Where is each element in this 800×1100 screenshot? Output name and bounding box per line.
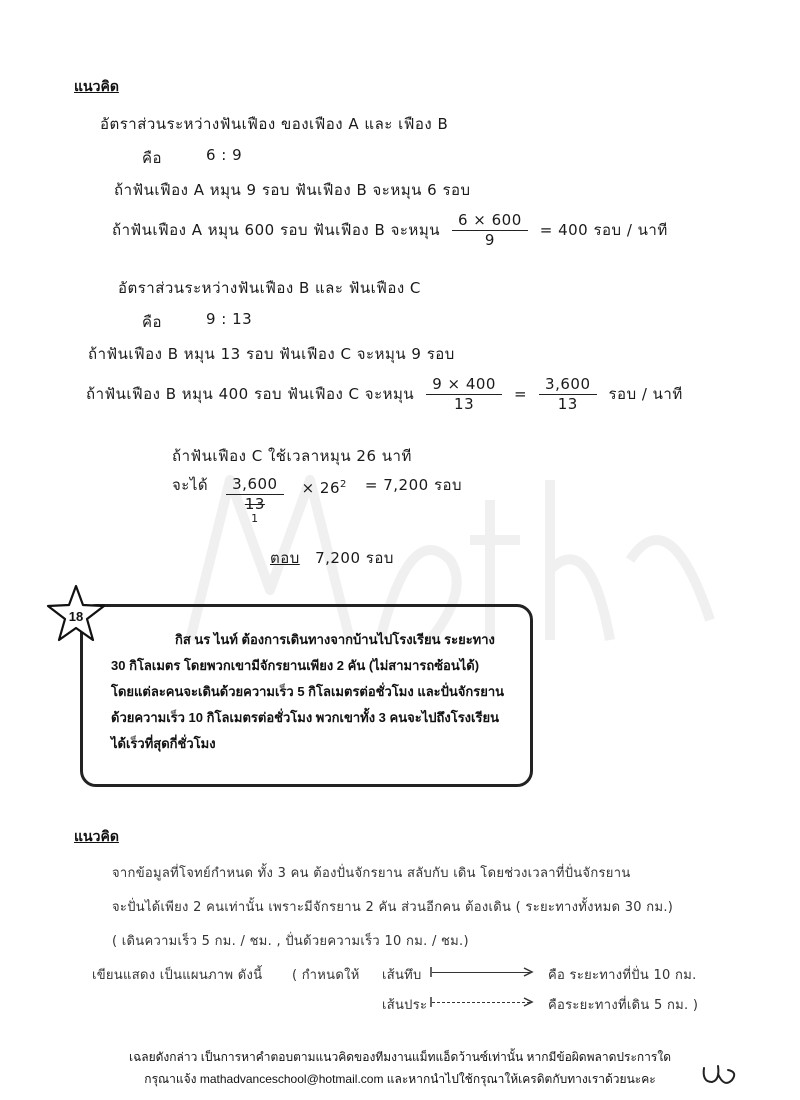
fraction-6x600-over-9 bbox=[452, 210, 528, 249]
line-a-600-right: = 400 รอบ / นาที bbox=[539, 220, 668, 239]
fraction-denominator: 13 bbox=[557, 395, 578, 413]
times-26: × 26 bbox=[301, 479, 341, 497]
result-line bbox=[172, 474, 462, 525]
legend-open: ( กำหนดให้ bbox=[292, 968, 360, 983]
problem-number-star-icon bbox=[45, 583, 107, 645]
fraction-denominator: 13 bbox=[454, 395, 475, 413]
fraction-numerator: 3,600 bbox=[226, 474, 283, 495]
problem-line: ได้เร็วที่สุดกี่ชั่วโมง bbox=[111, 736, 216, 751]
solution-heading-2: แนวคิด bbox=[74, 829, 119, 845]
fraction-denominator: 9 bbox=[484, 231, 495, 249]
legend-dash-label: เส้นประ bbox=[382, 998, 428, 1013]
fraction-numerator: 3,600 bbox=[539, 374, 596, 395]
solution2-line1: จากข้อมูลที่โจทย์กำหนด ทั้ง 3 คน ต้องปั่นจักรยาน สลับกับ เดิน โดยช่วงเวลาที่ปั่นจักรยาน bbox=[112, 866, 631, 881]
fraction-numerator: 6 × 600 bbox=[452, 210, 528, 231]
fraction-3600-over-13 bbox=[539, 374, 596, 413]
cancelled-result: 1 bbox=[251, 512, 259, 525]
solution2-line4: เขียนแสดง เป็นแผนภาพ ดังนี้ bbox=[92, 968, 263, 983]
ratio-ab-title: อัตราส่วนระหว่างฟันเฟือง ของเฟือง A และ เฟือง B bbox=[100, 115, 449, 133]
problem-line: โดยแต่ละคนจะเดินด้วยความเร็ว 5 กิโลเมตรต่อชั่วโมง และปั่นจักรยาน bbox=[111, 684, 505, 699]
problem-text bbox=[111, 627, 511, 757]
dashed-arrow-line bbox=[432, 1002, 530, 1003]
ratio-bc-title: อัตราส่วนระหว่างฟันเฟือง B และ ฟันเฟือง C bbox=[118, 279, 421, 297]
line-a-600-left: ถ้าฟันเฟือง A หมุน 600 รอบ ฟันเฟือง B จะหมุน bbox=[112, 220, 440, 239]
answer-label: ตอบ bbox=[270, 549, 300, 567]
ratio-bc-label: คือ bbox=[142, 313, 163, 331]
problem-number: 18 bbox=[68, 609, 84, 624]
legend-solid-meaning: คือ ระยะทางที่ปั่น 10 กม. bbox=[548, 968, 697, 983]
line-c-time: ถ้าฟันเฟือง C ใช้เวลาหมุน 26 นาที bbox=[172, 447, 412, 465]
ratio-ab-value: 6 : 9 bbox=[206, 146, 243, 164]
problem-line: กิส นร ไนท์ ต้องการเดินทางจากบ้านไปโรงเรียน ระยะทาง bbox=[175, 632, 495, 647]
line-a-600-rounds bbox=[112, 210, 668, 249]
legend-solid-label: เส้นทึบ bbox=[382, 968, 422, 983]
dashed-arrow-head-icon bbox=[522, 996, 534, 1008]
dashed-arrow-start-icon bbox=[426, 996, 436, 1008]
line-b-13-rounds: ถ้าฟันเฟือง B หมุน 13 รอบ ฟันเฟือง C จะหมุน 9 รอบ bbox=[88, 345, 455, 363]
solid-arrow-head-icon bbox=[522, 966, 534, 978]
answer-value: 7,200 รอบ bbox=[315, 549, 394, 567]
solid-arrow-start-icon bbox=[426, 966, 436, 978]
solid-arrow-line bbox=[432, 972, 530, 973]
footer-line2: กรุณาแจ้ง mathadvanceschool@hotmail.com และหากนำไปใช้กรุณาให้เครดิตกับทางเราด้วยนะคะ bbox=[144, 1072, 656, 1086]
ratio-bc-value: 9 : 13 bbox=[206, 310, 253, 328]
footer-line1: เฉลยดังกล่าว เป็นการหาคำตอบตามแนวคิดของทีมงานแม็ทแอ็ดว้านซ์เท่านั้น หากมีข้อผิดพลาดประการใด bbox=[128, 1050, 672, 1064]
problem-line: ด้วยความเร็ว 10 กิโลเมตรต่อชั่วโมง พวกเขาทั้ง 3 คนจะไปถึงโรงเรียน bbox=[111, 710, 499, 725]
line-b-400-left: ถ้าฟันเฟือง B หมุน 400 รอบ ฟันเฟือง C จะหมุน bbox=[86, 384, 415, 403]
line-a-9-rounds: ถ้าฟันเฟือง A หมุน 9 รอบ ฟันเฟือง B จะหมุน 6 รอบ bbox=[114, 181, 471, 199]
fraction-3600-over-13-cancel bbox=[226, 474, 283, 525]
problem-line: 30 กิโลเมตร โดยพวกเขามีจักรยานเพียง 2 คัน (ไม่สามารถซ้อนได้) bbox=[111, 658, 480, 673]
line-b-400-rounds bbox=[86, 374, 683, 413]
fraction-denominator: 13 bbox=[244, 495, 265, 513]
solution2-line3: ( เดินความเร็ว 5 กม. / ชม. , ปั่นด้วยความเร็ว 10 กม. / ชม.) bbox=[112, 934, 469, 949]
line-b-400-right: รอบ / นาที bbox=[608, 384, 683, 403]
handwritten-page-mark-icon bbox=[698, 1058, 742, 1092]
answer-line bbox=[270, 546, 394, 570]
result-value: = 7,200 รอบ bbox=[364, 476, 463, 494]
fraction-numerator: 9 × 400 bbox=[426, 374, 502, 395]
result-label: จะได้ bbox=[172, 476, 209, 494]
fraction-9x400-over-13 bbox=[426, 374, 502, 413]
equals-sign: = bbox=[513, 384, 528, 403]
solution-heading-1: แนวคิด bbox=[74, 79, 119, 95]
problem-box bbox=[80, 604, 533, 787]
times-superscript: 2 bbox=[340, 479, 347, 490]
ratio-ab-label: คือ bbox=[142, 149, 163, 167]
legend-dash-meaning: คือระยะทางที่เดิน 5 กม. ) bbox=[548, 998, 699, 1013]
solution2-line2: จะปั่นได้เพียง 2 คนเท่านั้น เพราะมีจักรยาน 2 คัน ส่วนอีกคน ต้องเดิน ( ระยะทางทั้งหมด 30 กม.) bbox=[112, 900, 674, 915]
